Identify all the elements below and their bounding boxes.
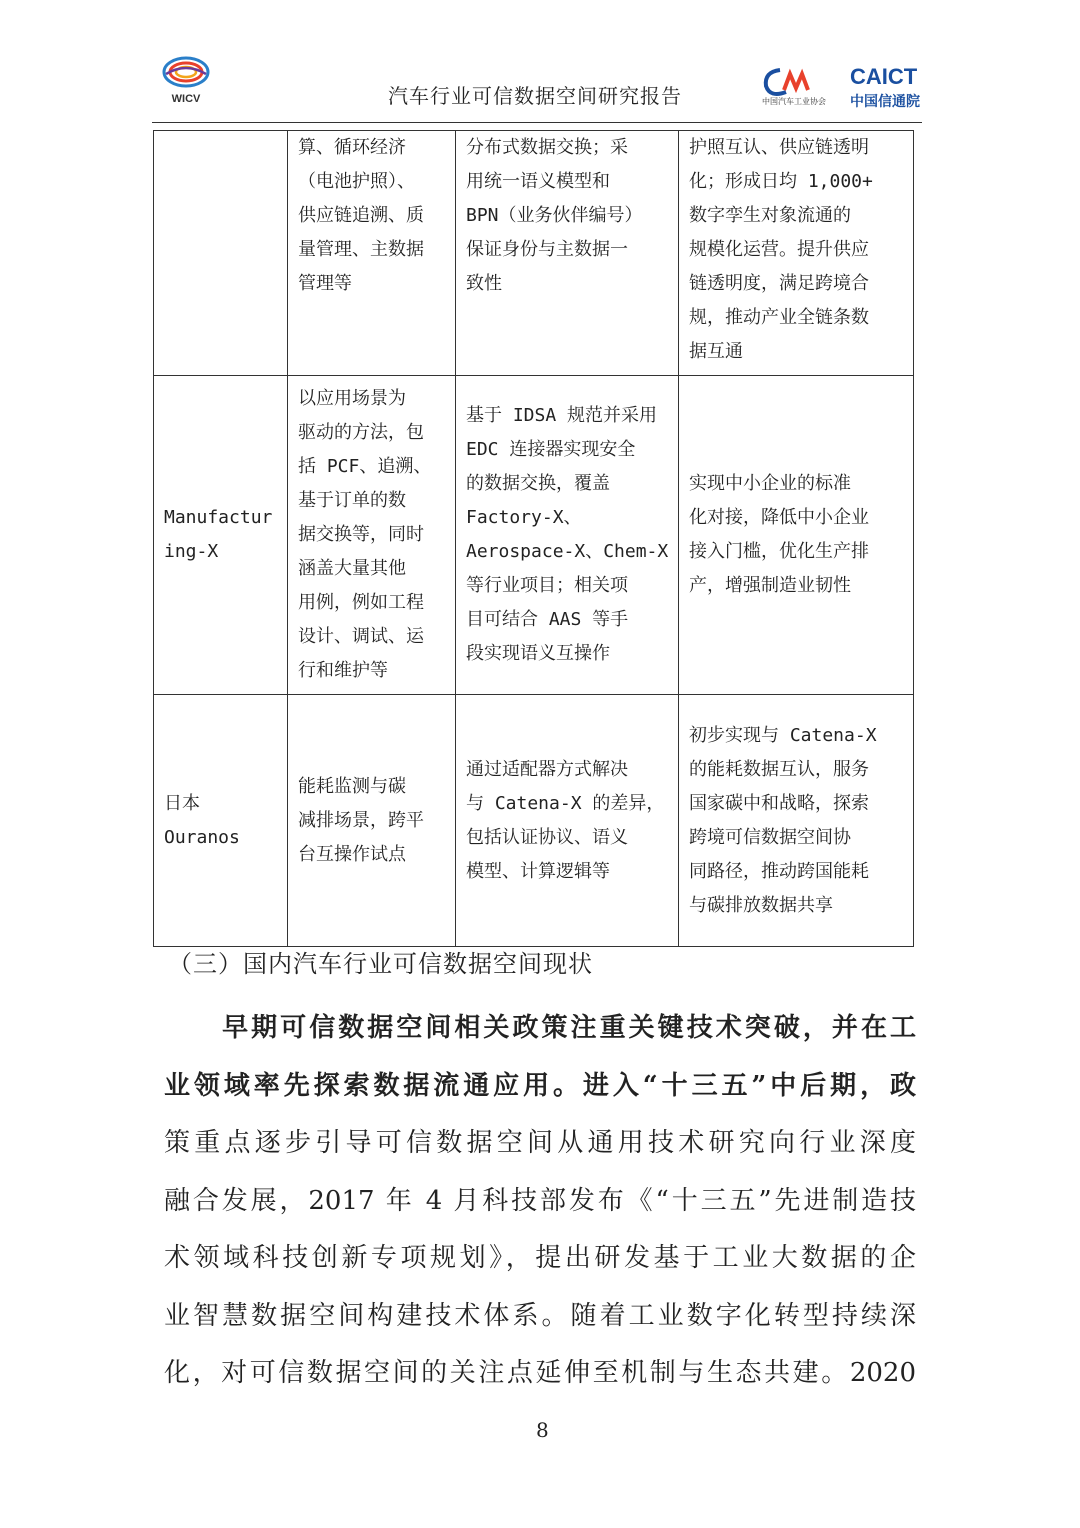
table-cell-effect: 实现中小企业的标准 化对接，降低中小企业 接入门槛，优化生产排 产，增强制造业韧性 bbox=[679, 376, 914, 695]
table-row bbox=[154, 376, 914, 695]
table-cell-effect: 初步实现与 Catena-X 的能耗数据互认，服务 国家碳中和战略，探索 跨境可信数据空间协 同路径，推动跨国能耗 与碳排放数据共享 bbox=[679, 695, 914, 947]
table-cell-name: Manufactur ing-X bbox=[154, 376, 288, 695]
cm-caict-logo bbox=[760, 62, 920, 110]
body-line: 业智慧数据空间构建技术体系。随着工业数字化转型持续深 bbox=[164, 1300, 916, 1331]
table-cell-scenario: 以应用场景为 驱动的方法，包 括 PCF、追溯、 基于订单的数 据交换等，同时 涵盖大量其他 用例，例如工程 设计、调试、运 行和维护等 bbox=[288, 376, 456, 695]
body-line: 术领域科技创新专项规划》，提出研发基于工业大数据的企 bbox=[164, 1243, 916, 1273]
table-row bbox=[154, 131, 914, 376]
table-cell-name bbox=[154, 131, 288, 376]
table-cell-scenario: 算、循环经济 （电池护照）、 供应链追溯、质 量管理、主数据 管理等 bbox=[288, 131, 456, 376]
table-cell-tech: 基于 IDSA 规范并采用 EDC 连接器实现安全 的数据交换，覆盖 Factory-X、 Aerospace-X、Chem-X 等行业项目；相关项 目可结合 AAS 等手 段实现语义互操作 bbox=[456, 376, 679, 695]
table-cell-tech: 分布式数据交换；采 用统一语义模型和 BPN（业务伙伴编号） 保证身份与主数据一 致性 bbox=[456, 131, 679, 376]
body-line: 融合发展，2017 年 4 月科技部发布《“十三五”先进制造技 bbox=[164, 1185, 916, 1216]
table-cell-effect: 护照互认、供应链透明 化；形成日均 1,000+ 数字孪生对象流通的 规模化运营。提升供应 链透明度，满足跨境合 规，推动产业全链条数 据互通 bbox=[679, 131, 914, 376]
body-line: 业领域率先探索数据流通应用。进入“十三五”中后期，政 bbox=[164, 1070, 916, 1101]
comparison-table bbox=[153, 130, 914, 947]
cm-logo-text: 中国汽车工业协会 bbox=[762, 97, 826, 106]
caict-logo-text: CAICT bbox=[850, 64, 918, 89]
page-number: 8 bbox=[536, 1418, 549, 1442]
body-line: 策重点逐步引导可信数据空间从通用技术研究向行业深度 bbox=[164, 1128, 916, 1158]
table-cell-scenario: 能耗监测与碳 减排场景，跨平 台互操作试点 bbox=[288, 695, 456, 947]
body-paragraph bbox=[164, 1000, 916, 1403]
wicv-logo bbox=[158, 52, 214, 106]
wicv-logo-text: WICV bbox=[171, 93, 201, 105]
table-cell-name: 日本 Ouranos bbox=[154, 695, 288, 947]
section-title: （三）国内汽车行业可信数据空间现状 bbox=[168, 950, 593, 978]
table-row bbox=[154, 695, 914, 947]
body-line: 早期可信数据空间相关政策注重关键技术突破，并在工 bbox=[164, 1013, 916, 1043]
body-line: 化，对可信数据空间的关注点延伸至机制与生态共建。2020 bbox=[164, 1358, 916, 1388]
table-cell-tech: 通过适配器方式解决 与 Catena-X 的差异， 包括认证协议、语义 模型、计算逻辑等 bbox=[456, 695, 679, 947]
header-title: 汽车行业可信数据空间研究报告 bbox=[388, 84, 682, 108]
caict-logo-cn: 中国信通院 bbox=[850, 94, 920, 110]
header-divider bbox=[152, 122, 922, 123]
